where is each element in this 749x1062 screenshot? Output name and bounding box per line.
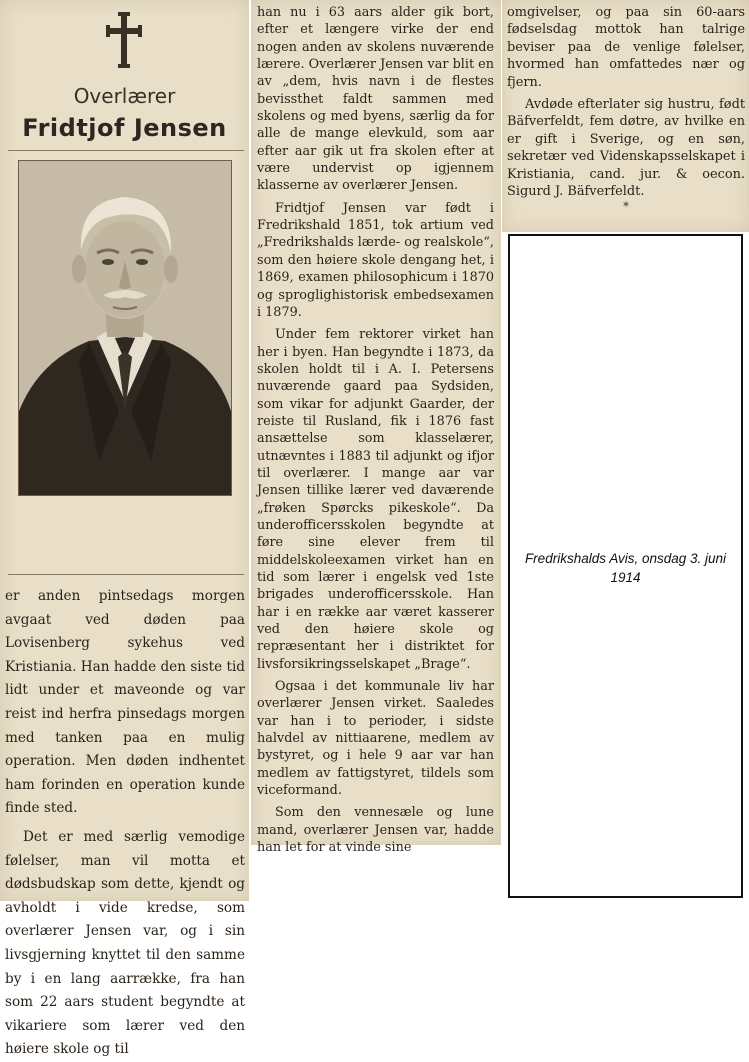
end-mark: * <box>623 200 629 214</box>
caption-text: Fredrikshalds Avis, onsdag 3. juni 1914 <box>524 551 727 585</box>
paragraph: Under fem rektorer virket han her i byen. Han begyndte i 1873, da skolen holdt til i A. I. Petersens nuværende gaard paa Sydsiden, som vikar for adjunkt Gaarder, der reiste til Rusland, fik i 1876 fast ansættelse som klasselærer, utnævntes i 1883 til adjunkt og ifjor til overlærer. I mange aar var Jensen tillike lærer ved daværende „frøken Spørcks pikeskole“. Da underofficersskolen begyndte at føre sine elever frem til middelskoleexamen virket han en tid som lærer i engelsk ved 1ste brigades underofficersskole. Han har i en række aar været kasserer ved den høiere skole og repræsentant her i distriktet for livsforsikringsselskapet „Brage“. <box>257 327 494 672</box>
paragraph: Det er med særlig vemodige følelser, man vil motta et dødsbudskap som dette, kjendt og avholdt i vide kredse, som overlærer Jensen var, og i sin livsgjerning knyttet til den samme by i en lang aarrække, fra han som 22 aars student begyndte at vikariere som lærer ved den høiere skole og til <box>5 828 245 1058</box>
paragraph: er anden pintsedags morgen avgaat ved døden paa Lovisenberg sykehus ved Kristiania. Han hadde den siste tid lidt under et maveonde og var reist ind herfra pinsedags morgen med tanken paa en mulig operation. Men døden indhentet ham forinden en operation kunde finde sted. <box>5 588 245 817</box>
caption-box <box>508 234 743 898</box>
paragraph: omgivelser, og paa sin 60-aars fødselsdag mottok han talrige beviser paa de venlige følelser, hvormed han omfattedes nær og fjern. <box>507 5 745 90</box>
newspaper-clipping-column-3 <box>502 0 749 232</box>
article-text-column-3 <box>507 4 745 213</box>
newspaper-clipping-column-1 <box>0 0 249 1058</box>
paragraph: Ogsaa i det kommunale liv har overlærer Jensen virket. Saaledes var han i to perioder, i sidste halvdel av nittiaarene, medlem av bystyret, og i hele 9 aar var han medlem av fattigstyret, tildels som viceformand. <box>257 679 494 799</box>
article-text-column-2 <box>257 4 494 857</box>
obituary-title-name: Fridtjof Jensen <box>22 114 227 142</box>
article-text-column-1 <box>5 585 245 1062</box>
divider <box>8 150 244 151</box>
paragraph: Avdøde efterlater sig hustru, født Bäfverfeldt, fem døtre, av hvilke en er gift i Sverige, og en søn, sekretær ved Videnskapsselskapet i Kristiania, cand. jur. & oecon. Sigurd J. Bäfverfeldt. <box>507 97 745 200</box>
divider <box>8 574 244 575</box>
cross-icon <box>104 12 144 68</box>
paragraph: Fridtjof Jensen var født i Fredrikshald 1851, tok artium ved „Fredrikshalds lærde- og realskole“, som den høiere skole dengang het, i 1869, examen philosophicum i 1870 og sproglighistorisk embedsexamen i 1879. <box>257 200 494 320</box>
newspaper-clipping-column-2 <box>251 0 501 856</box>
portrait-photo <box>18 160 232 496</box>
paragraph: Som den vennesæle og lune mand, overlærer Jensen var, hadde han let for at vinde sine <box>257 805 494 856</box>
obituary-title-prefix: Overlærer <box>73 84 176 108</box>
paragraph: han nu i 63 aars alder gik bort, efter et længere virke der end nogen anden av skolens nuværende lærere. Overlærer Jensen var blit en av „dem, hvis navn i de flestes bevissthet faldt sammen med skolens og med byens, særlig da for alle de mange elevkuld, som aar efter aar gik ut fra skolen efter at være undervist op igjennem klasserne av overlærer Jensen. <box>257 5 494 194</box>
